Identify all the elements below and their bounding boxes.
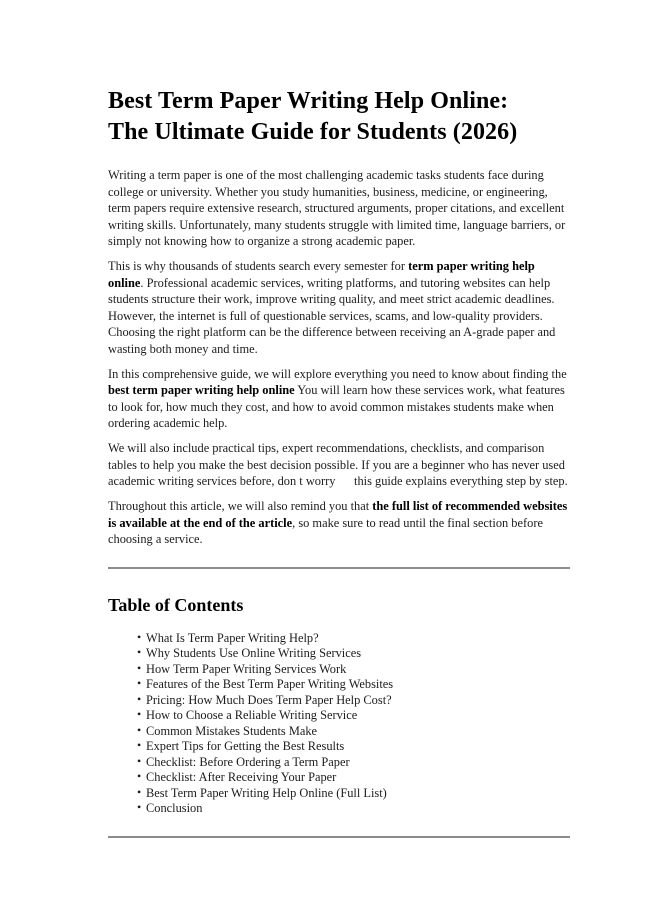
toc-item xyxy=(108,631,570,647)
toc-item xyxy=(108,646,570,662)
bullet-icon: • xyxy=(137,707,142,721)
text-run: This is why thousands of students search every semester for xyxy=(108,259,409,273)
text-run: In this comprehensive guide, we will explore everything you need to know about finding the xyxy=(108,366,567,381)
toc-item xyxy=(108,693,570,709)
toc-item-label: What Is Term Paper Writing Help? xyxy=(146,630,319,645)
article-title-line-1: Best Term Paper Writing Help Online: xyxy=(108,88,509,114)
toc-item xyxy=(108,801,570,817)
bottom-section-divider xyxy=(108,836,570,838)
toc-item-label: Expert Tips for Getting the Best Results xyxy=(146,739,345,753)
bullet-icon: • xyxy=(137,660,142,675)
text-run: Throughout this article, we will also remind you that xyxy=(108,499,373,513)
toc-item-label: How to Choose a Reliable Writing Service xyxy=(146,708,358,722)
toc-list xyxy=(108,631,570,817)
paragraph xyxy=(108,366,570,432)
bold-text-run: term paper writing help online xyxy=(108,259,535,290)
bullet-icon: • xyxy=(137,676,142,690)
toc-item-label: Best Term Paper Writing Help Online (Full List) xyxy=(146,785,387,800)
intro-section xyxy=(108,167,570,548)
text-run: You will learn how these services work, what features to look for, how much they cost, and how to avoid common mistakes students make when ordering academic help. xyxy=(108,383,565,430)
toc-item-label: Conclusion xyxy=(146,801,203,815)
text-run: , so make sure to read until the final section before choosing a service. xyxy=(108,515,543,546)
bold-text-run: best term paper writing help online xyxy=(108,383,295,397)
paragraph xyxy=(108,440,570,490)
article-title xyxy=(108,86,570,148)
toc-item xyxy=(108,677,570,693)
toc-item xyxy=(108,662,570,678)
top-section-divider xyxy=(108,567,570,569)
paragraph xyxy=(108,167,570,250)
toc-item-label: Pricing: How Much Does Term Paper Help Cost? xyxy=(146,692,392,707)
bullet-icon: • xyxy=(137,629,142,644)
paragraph xyxy=(108,258,570,357)
toc-item-label: Features of the Best Term Paper Writing Websites xyxy=(146,677,394,691)
toc-item-label: Common Mistakes Students Make xyxy=(146,723,318,738)
toc-item-label: Why Students Use Online Writing Services xyxy=(146,646,362,660)
bullet-icon: • xyxy=(137,769,142,783)
toc-item xyxy=(108,770,570,786)
paragraph xyxy=(108,498,570,548)
toc-item-label: Checklist: Before Ordering a Term Paper xyxy=(146,754,350,769)
toc-item-label: Checklist: After Receiving Your Paper xyxy=(146,770,337,784)
article-title-line-2: The Ultimate Guide for Students (2026) xyxy=(108,119,518,145)
toc-item xyxy=(108,786,570,802)
toc-item xyxy=(108,739,570,755)
bullet-icon: • xyxy=(137,800,142,814)
bullet-icon: • xyxy=(137,738,142,752)
toc-item xyxy=(108,724,570,740)
text-run: We will also include practical tips, expert recommendations, checklists, and comparison tables to help you make the best decision possible. If you are a beginner who has never used academic writing services before, don t worry this guide explains everything step by step. xyxy=(108,441,568,488)
text-run: . Professional academic services, writing platforms, and tutoring websites can help students structure their work, improve writing quality, and meet strict academic deadlines. However, the internet is full of questionable services, scams, and low-quality providers. Choosing the right platform can be the difference between receiving an A-grade paper and wasting both money and time. xyxy=(108,275,556,356)
bullet-icon: • xyxy=(137,784,142,799)
toc-item xyxy=(108,755,570,771)
toc-item xyxy=(108,708,570,724)
table-of-contents-heading: Table of Contents xyxy=(108,594,244,615)
bullet-icon: • xyxy=(137,645,142,659)
bullet-icon: • xyxy=(137,753,142,768)
toc-item-label: How Term Paper Writing Services Work xyxy=(146,661,347,676)
bullet-icon: • xyxy=(137,691,142,706)
bullet-icon: • xyxy=(137,722,142,737)
text-run: Writing a term paper is one of the most challenging academic tasks students face during college or university. Whether you study humanities, business, medicine, or engineering, term papers require extensive research, structured arguments, proper citations, and excellent writing skills. Unfortunately, many students struggle with limited time, language barriers, or simply not knowing how to organize a strong academic paper. xyxy=(108,168,566,248)
bold-text-run: the full list of recommended websites is available at the end of the article xyxy=(108,499,568,530)
